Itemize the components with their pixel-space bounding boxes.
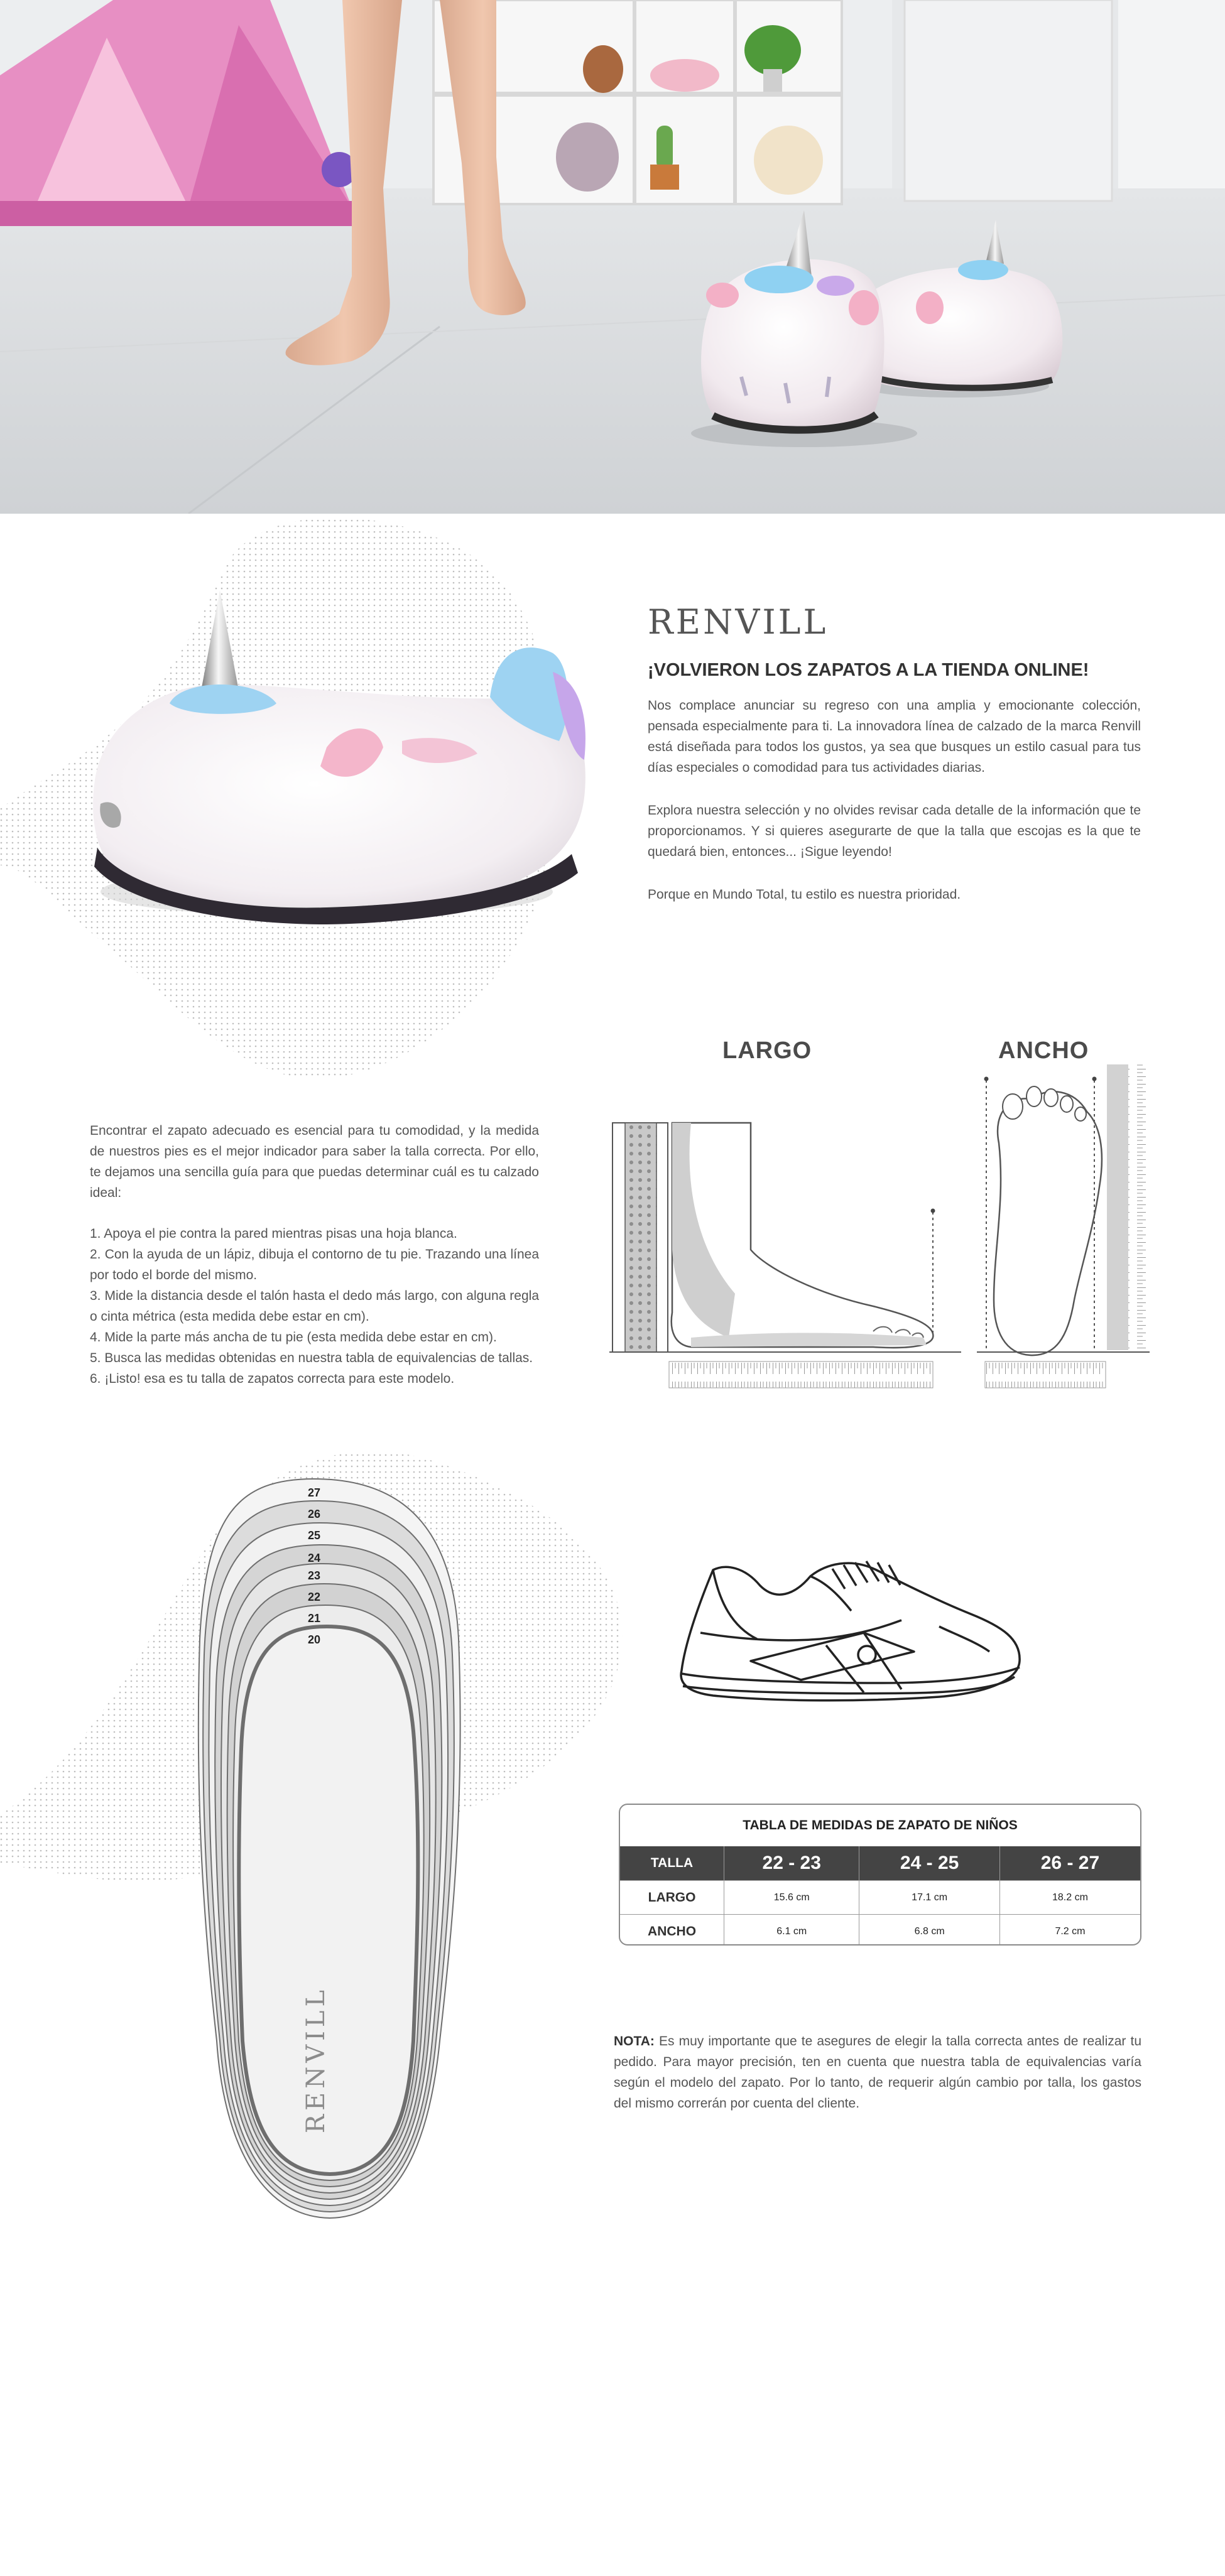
note-label: NOTA: [614,2034,655,2048]
intro-headline: ¡VOLVIERON LOS ZAPATOS A LA TIENDA ONLINE! [648,660,1089,680]
size-label-22: 22 [307,1591,321,1603]
guide-step: 2. Con la ayuda de un lápiz, dibuja el contorno de tu pie. Trazando una línea por todo el borde del mismo. [90,1247,539,1282]
guide-step: 3. Mide la distancia desde el talón hasta el dedo más largo, con alguna regla o cinta métrica (esta medida debe estar en cm). [90,1289,539,1324]
hero-photo [0,0,1225,514]
size-table [619,1804,1141,1946]
unicorn-slipper-image [75,578,597,942]
guide-step: 6. ¡Listo! esa es tu talla de zapatos correcta para este modelo. [90,1372,455,1386]
width-label: ANCHO [998,1037,1089,1064]
size-label-23: 23 [307,1569,321,1582]
hero-scene-illustration [0,0,1225,514]
size-label-20: 20 [307,1633,321,1646]
table-row [620,1881,1140,1915]
size-note [614,2031,1141,2114]
guide-step: 1. Apoya el pie contra la pared mientras pisas una hoja blanca. [90,1226,457,1241]
insole-brand-text: RENVILL [302,1986,330,2134]
cell-value: 7.2 cm [999,1915,1140,1946]
table-row [620,1915,1140,1946]
size-table-header-row [620,1846,1140,1881]
header-size-24-25: 24 - 25 [859,1846,1000,1881]
brand-logo-text: RENVILL [648,602,829,642]
size-label-27: 27 [307,1486,321,1499]
intro-paragraph-2: Explora nuestra selección y no olvides revisar cada detalle de la información que te proporcionamos. Y si quieres asegurarte de que la talla que escojas es la que te quedará bien, entonces... ¡Sigue leyendo! [648,803,1141,859]
guide-intro-text: Encontrar el zapato adecuado es esencial para tu comodidad, y la medida de nuestros pies es el mejor indicador para saber la talla correcta. Por ello, te dejamos una sencilla guía para que puedas determinar cuál es tu calzado ideal: [90,1123,539,1200]
size-label-24: 24 [307,1552,321,1564]
header-size-22-23: 22 - 23 [724,1846,859,1881]
size-label-26: 26 [307,1508,321,1520]
foot-measurement-diagram [609,1061,1150,1400]
header-talla: TALLA [620,1846,724,1881]
cell-value: 6.8 cm [859,1915,1000,1946]
guide-step: 5. Busca las medidas obtenidas en nuestra tabla de equivalencias de tallas. [90,1351,533,1365]
cell-value: 6.1 cm [724,1915,859,1946]
sneaker-outline-image [675,1551,1027,1714]
guide-step: 4. Mide la parte más ancha de tu pie (esta medida debe estar en cm). [90,1330,497,1345]
note-text: Es muy importante que te asegures de elegir la talla correcta antes de realizar tu pedido. Para mayor precisión, ten en cuenta que nuestra tabla de equivalencias varía según el modelo del zapato. Por lo tanto, de requerir algún cambio por talla, los gastos del mismo correrán por cuenta del cliente. [614,2034,1141,2111]
size-label-21: 21 [307,1612,321,1625]
size-label-25: 25 [307,1529,321,1542]
size-table-title: TABLA DE MEDIDAS DE ZAPATO DE NIÑOS [743,1818,1018,1832]
intro-paragraph-3: Porque en Mundo Total, tu estilo es nuestra prioridad. [648,887,961,902]
header-size-26-27: 26 - 27 [999,1846,1140,1881]
size-table-grid [620,1846,1140,1946]
insole-size-labels [295,1482,333,1650]
cell-value: 15.6 cm [724,1881,859,1915]
intro-paragraph-1: Nos complace anunciar su regreso con una amplia y emocionante colección, pensada especialmente para ti. La innovadora línea de calzado de la marca Renvill está diseñada para todos los gustos, ya sea que busques un estilo casual para tus días especiales o comodidad para tus actividades diarias. [648,698,1141,775]
row-label-largo: LARGO [620,1881,724,1915]
guide-steps-list [90,1223,539,1389]
row-label-ancho: ANCHO [620,1915,724,1946]
length-label: LARGO [722,1037,812,1064]
cell-value: 18.2 cm [999,1881,1140,1915]
cell-value: 17.1 cm [859,1881,1000,1915]
